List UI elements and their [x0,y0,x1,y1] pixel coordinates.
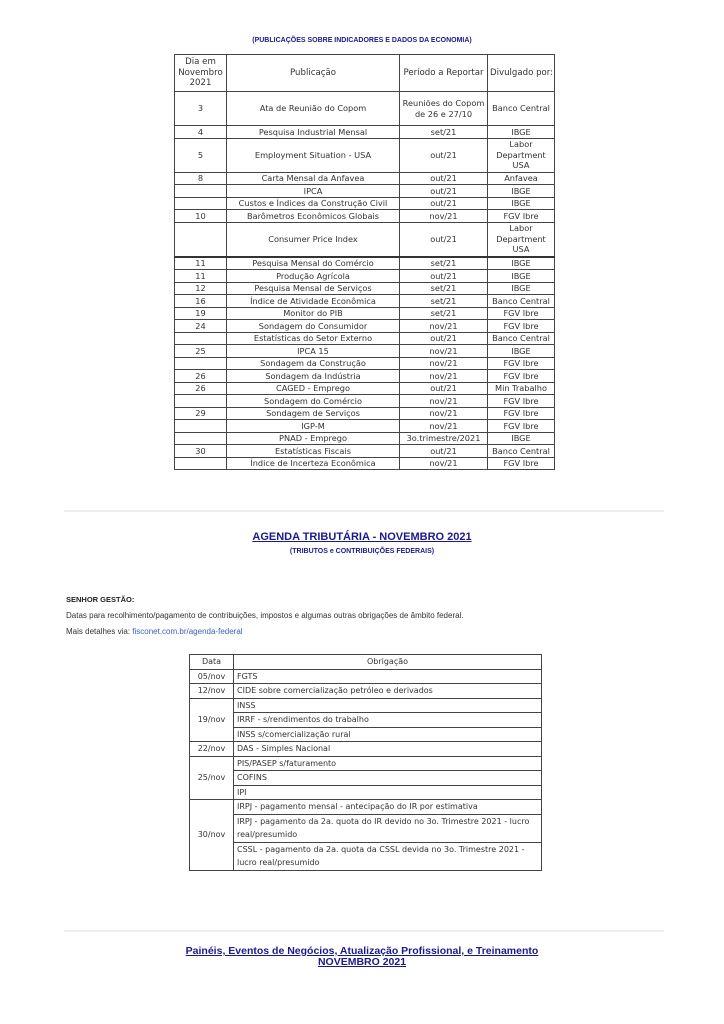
table-row [175,332,555,345]
table-row [175,370,555,383]
table-row [190,669,542,684]
publication-cell: Barômetros Econômicos Globais [227,210,400,223]
period-cell: out/21 [400,185,488,198]
table-row [175,282,555,295]
published-by-cell: IBGE [488,257,555,270]
section-divider [64,930,664,932]
day-cell: 3 [175,92,227,126]
day-cell: 19 [175,307,227,320]
table-row [175,407,555,420]
table-header-row [190,655,542,670]
obligation-cell: COFINS [234,771,542,786]
day-cell: 10 [175,210,227,223]
table-row [190,742,542,757]
table-row [175,126,555,139]
published-by-cell: FGV Ibre [488,307,555,320]
table-row [175,270,555,283]
obligation-cell: DAS - Simples Nacional [234,742,542,757]
day-cell: 24 [175,320,227,333]
date-cell: 30/nov [190,800,234,871]
table-row [175,395,555,408]
table-row [175,197,555,210]
events-title-line1[interactable]: Painéis, Eventos de Negócios, Atualização Profissional, e Treinamento [185,945,539,957]
day-cell [175,332,227,345]
header-published-by: Divulgado por: [488,55,555,92]
table-row [175,307,555,320]
table-row [175,185,555,198]
period-cell: out/21 [400,172,488,185]
obligation-cell: INSS [234,698,542,713]
table-row [190,842,542,870]
day-cell: 12 [175,282,227,295]
period-cell: Reuniões do Copom de 26 e 27/10 [400,92,488,126]
date-cell: 12/nov [190,684,234,699]
period-cell: nov/21 [400,320,488,333]
date-cell: 25/nov [190,756,234,800]
period-cell: set/21 [400,257,488,270]
table-row [190,814,542,842]
publication-cell: Custos e Índices da Construção Civil [227,197,400,210]
events-title-line2[interactable]: NOVEMBRO 2021 [317,955,407,968]
period-cell: nov/21 [400,395,488,408]
day-cell: 8 [175,172,227,185]
publication-cell: Sondagem do Comércio [227,395,400,408]
published-by-cell: Banco Central [488,92,555,126]
day-cell [175,395,227,408]
greeting: SENHOR GESTÃO: [66,595,135,604]
day-cell [175,185,227,198]
published-by-cell: IBGE [488,432,555,445]
publication-cell: Pesquisa Mensal de Serviços [227,282,400,295]
publication-cell: Sondagem do Consumidor [227,320,400,333]
table-row [175,138,555,172]
table-row [175,345,555,358]
day-cell: 25 [175,345,227,358]
obligation-cell: FGTS [234,669,542,684]
table-row [175,295,555,308]
table-row [175,222,555,257]
published-by-cell: Anfavea [488,172,555,185]
table-row [190,698,542,713]
header-date: Data [190,655,234,670]
period-cell: nov/21 [400,420,488,433]
obligation-cell: IPI [234,785,542,800]
events-title-link[interactable] [0,946,724,967]
period-cell: out/21 [400,197,488,210]
published-by-cell: Banco Central [488,445,555,458]
table-row [190,771,542,786]
publication-cell: Ata de Reunião do Copom [227,92,400,126]
period-cell: set/21 [400,307,488,320]
day-cell: 16 [175,295,227,308]
more-details [66,627,243,636]
period-cell: set/21 [400,295,488,308]
day-cell: 11 [175,257,227,270]
published-by-cell: Banco Central [488,295,555,308]
published-by-cell: IBGE [488,185,555,198]
published-by-cell: Banco Central [488,332,555,345]
publication-cell: Consumer Price Index [227,222,400,257]
period-cell: nov/21 [400,345,488,358]
period-cell: set/21 [400,282,488,295]
table-row [175,357,555,370]
agenda-description: Datas para recolhimento/pagamento de contribuições, impostos e algumas outras obrigações de âmbito federal. [66,611,464,620]
table-row [190,785,542,800]
publication-cell: Sondagem de Serviços [227,407,400,420]
table-header-row [175,55,555,92]
tax-agenda-table [189,654,542,871]
published-by-cell: FGV Ibre [488,370,555,383]
table-row [190,684,542,699]
publication-cell: Índice de Atividade Econômica [227,295,400,308]
table-row [175,210,555,223]
more-details-label: Mais detalhes via: [66,627,133,636]
publication-cell: Monitor do PIB [227,307,400,320]
table-row [190,713,542,728]
publication-cell: PNAD - Emprego [227,432,400,445]
day-cell [175,357,227,370]
obligation-cell: IRRF - s/rendimentos do trabalho [234,713,542,728]
published-by-cell: FGV Ibre [488,407,555,420]
day-cell: 29 [175,407,227,420]
table-row [175,92,555,126]
publication-cell: Carta Mensal da Anfavea [227,172,400,185]
publication-cell: Employment Situation - USA [227,138,400,172]
header-obligation: Obrigação [234,655,542,670]
published-by-cell: IBGE [488,270,555,283]
table-row [175,320,555,333]
table-row [175,172,555,185]
published-by-cell: FGV Ibre [488,320,555,333]
period-cell: nov/21 [400,407,488,420]
obligation-cell: CIDE sobre comercialização petróleo e derivados [234,684,542,699]
published-by-cell: FGV Ibre [488,420,555,433]
publication-cell: CAGED - Emprego [227,382,400,395]
published-by-cell: IBGE [488,282,555,295]
publication-cell: IPCA [227,185,400,198]
published-by-cell: IBGE [488,126,555,139]
agenda-title-link[interactable]: AGENDA TRIBUTÁRIA - NOVEMBRO 2021 [252,531,472,543]
table-row [175,257,555,270]
period-cell: nov/21 [400,210,488,223]
day-cell: 11 [175,270,227,283]
date-cell: 19/nov [190,698,234,742]
obligation-cell: PIS/PASEP s/faturamento [234,756,542,771]
date-cell: 05/nov [190,669,234,684]
obligation-cell: IRPJ - pagamento da 2a. quota do IR devido no 3o. Trimestre 2021 - lucro real/presumido [234,814,542,842]
published-by-cell: FGV Ibre [488,357,555,370]
publication-cell: Índice de Incerteza Econômica [227,457,400,470]
header-period: Período a Reportar [400,55,488,92]
period-cell: 3o.trimestre/2021 [400,432,488,445]
publication-cell: Produção Agrícola [227,270,400,283]
day-cell [175,432,227,445]
period-cell: set/21 [400,126,488,139]
day-cell [175,197,227,210]
day-cell [175,420,227,433]
table-row [175,420,555,433]
header-day: Dia em Novembro 2021 [175,55,227,92]
publications-table [174,54,555,470]
period-cell: nov/21 [400,357,488,370]
period-cell: out/21 [400,270,488,283]
agenda-subtitle: (TRIBUTOS e CONTRIBUIÇÕES FEDERAIS) [289,548,435,555]
day-cell: 26 [175,382,227,395]
period-cell: nov/21 [400,370,488,383]
publication-cell: Pesquisa Mensal do Comércio [227,257,400,270]
published-by-cell: FGV Ibre [488,210,555,223]
publications-subtitle: (PUBLICAÇÕES SOBRE INDICADORES E DADOS DA ECONOMIA) [252,37,472,44]
period-cell: nov/21 [400,457,488,470]
period-cell: out/21 [400,332,488,345]
table-row [190,756,542,771]
table-row [175,432,555,445]
publication-cell: Estatísticas Fiscais [227,445,400,458]
period-cell: out/21 [400,382,488,395]
header-publication: Publicação [227,55,400,92]
publication-cell: Sondagem da Construção [227,357,400,370]
section-divider [64,510,664,512]
day-cell: 26 [175,370,227,383]
date-cell: 22/nov [190,742,234,757]
publication-cell: Sondagem da Indústria [227,370,400,383]
publication-cell: IGP-M [227,420,400,433]
published-by-cell: Min Trabalho [488,382,555,395]
table-row [175,457,555,470]
table-row [190,727,542,742]
day-cell [175,222,227,257]
published-by-cell: IBGE [488,197,555,210]
published-by-cell: Labor Department USA [488,138,555,172]
agenda-federal-link[interactable]: fisconet.com.br/agenda-federal [132,627,243,636]
obligation-cell: INSS s/comercialização rural [234,727,542,742]
published-by-cell: FGV Ibre [488,395,555,408]
published-by-cell: IBGE [488,345,555,358]
table-row [175,382,555,395]
published-by-cell: FGV Ibre [488,457,555,470]
obligation-cell: IRPJ - pagamento mensal - antecipação do IR por estimativa [234,800,542,815]
table-row [190,800,542,815]
period-cell: out/21 [400,445,488,458]
day-cell: 30 [175,445,227,458]
period-cell: out/21 [400,222,488,257]
obligation-cell: CSSL - pagamento da 2a. quota da CSSL devida no 3o. Trimestre 2021 - lucro real/presumido [234,842,542,870]
publication-cell: Pesquisa Industrial Mensal [227,126,400,139]
publication-cell: Estatísticas do Setor Externo [227,332,400,345]
day-cell: 4 [175,126,227,139]
day-cell [175,457,227,470]
publication-cell: IPCA 15 [227,345,400,358]
published-by-cell: Labor Department USA [488,222,555,257]
day-cell: 5 [175,138,227,172]
period-cell: out/21 [400,138,488,172]
table-row [175,445,555,458]
